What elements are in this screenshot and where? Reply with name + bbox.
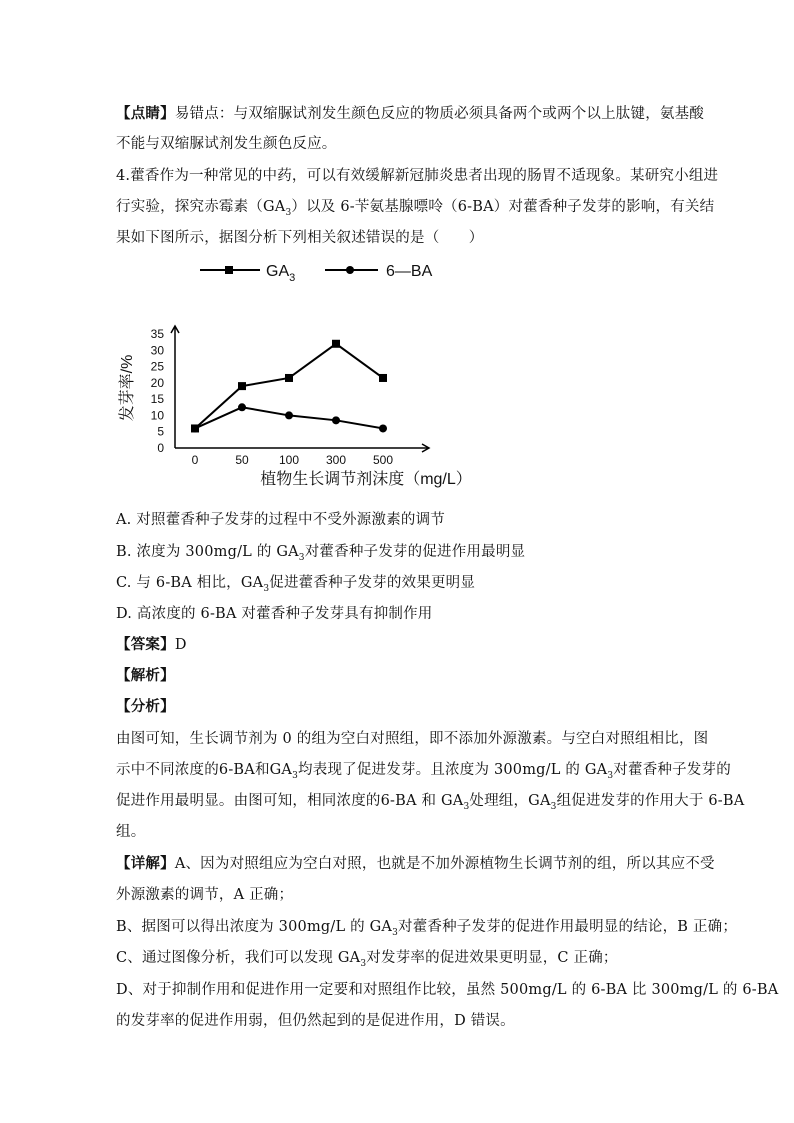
option-b-sub: 3 [298, 552, 305, 563]
xiangjie-d2: 的发芽率的促进作用弱，但仍然起到的是促进作用，D 错误。 [116, 1013, 515, 1029]
note-line-1 [116, 102, 704, 123]
fenxi-3a: 促进作用最明显。由图可知，相同浓度的6-BA 和 GA [116, 793, 464, 809]
xiangjie-a1-text: A、因为对照组应为空白对照，也就是不加外源植物生长调节剂的组，所以其应不受 [174, 856, 715, 872]
question-line-2a: 行实验，探究赤霉素（GA [116, 199, 286, 215]
option-a: A. 对照藿香种子发芽的过程中不受外源激素的调节 [116, 512, 445, 528]
xiangjie-c-pre: C、通过图像分析，我们可以发现 GA [116, 950, 361, 966]
fenxi-2-sub2: 3 [607, 770, 614, 781]
legend-ga3-label: $GA_3$ [266, 263, 296, 284]
y-tick-label: 5 [157, 424, 164, 439]
x-tick-label: 300 [325, 453, 347, 467]
fenxi-3-sub: 3 [463, 801, 470, 812]
fenxi-text-4: 组。 [116, 824, 146, 840]
x-axis-label: 植物生长调节剂沫度（mg/L） [260, 471, 472, 488]
fenxi-2-sub: 3 [292, 770, 299, 781]
question-line-3: 果如下图所示，据图分析下列相关叙述错误的是（ ） [116, 230, 484, 246]
legend-ba-label: 6—BA [386, 263, 433, 280]
xiangjie-c-post: 对发芽率的促进效果更明显，C 正确； [366, 950, 618, 966]
x-tick-label: 100 [278, 453, 300, 467]
y-tick-label: 35 [150, 327, 164, 341]
note-tag: 【点睛】 [116, 106, 175, 122]
xiangjie-tag: 【详解】 [116, 856, 175, 872]
ga3-sub: 3 [285, 207, 292, 218]
y-tick-label: 15 [150, 392, 164, 407]
data-point-6ba [332, 416, 340, 424]
data-point-6ba [238, 403, 246, 411]
option-c-post: 促进藿香种子发芽的效果更明显 [269, 575, 476, 591]
option-c-pre: C. 与 6-BA 相比，GA [116, 575, 264, 591]
fenxi-line [116, 695, 175, 716]
y-tick-label: 10 [150, 408, 164, 423]
answer-tag: 【答案】 [116, 637, 175, 653]
data-point-6ba [379, 424, 387, 432]
data-point-6ba [191, 424, 199, 432]
y-tick-label: 30 [150, 343, 164, 358]
xiangjie-d1: D、对于抑制作用和促进作用一定要和对照组作比较，虽然 500mg/L 的 6-BA 比 300mg/L 的 6-BA [116, 982, 779, 998]
fenxi-2b: 均表现了促进发芽。且浓度为 300mg/L 的 GA [298, 762, 608, 778]
fenxi-2a: 示中不同浓度的6-BA和GA [116, 762, 293, 778]
question-line-2b: ）以及 6-苄氨基腺嘌呤（6-BA）对藿香种子发芽的影响，有关结 [291, 199, 715, 215]
question-line-2 [116, 195, 714, 218]
note-line-2: 不能与双缩脲试剂发生颜色反应。 [116, 136, 337, 152]
fenxi-text-2 [116, 758, 731, 781]
y-tick-label: 20 [150, 375, 164, 390]
answer-line [116, 633, 187, 654]
data-point-ga3 [332, 340, 340, 348]
legend-ga3-marker [225, 266, 233, 274]
y-axis-label: 发芽率/% [119, 354, 136, 422]
fenxi-3-sub2: 3 [550, 801, 557, 812]
chart-legend [200, 263, 433, 284]
xiangjie-b-sub: 3 [392, 927, 398, 938]
data-point-ga3 [238, 382, 246, 390]
xiangjie-b [116, 915, 737, 938]
option-d: D. 高浓度的 6-BA 对藿香种子发芽具有抑制作用 [116, 606, 433, 622]
fenxi-text-3 [116, 789, 744, 812]
option-c-sub: 3 [263, 583, 270, 594]
option-c [116, 571, 475, 594]
option-b-post: 对藿香种子发芽的促进作用最明显 [304, 544, 526, 560]
fenxi-2c: 对藿香种子发芽的 [613, 762, 731, 778]
data-point-ga3 [379, 374, 387, 382]
x-tick-label: 0 [191, 453, 199, 467]
y-tick-label: 0 [157, 441, 164, 455]
xiangjie-a2: 外源激素的调节，A 正确； [116, 887, 294, 903]
jiexi-line [116, 664, 175, 685]
fenxi-text-1: 由图可知，生长调节剂为 0 的组为空白对照组，即不添加外源激素。与空白对照组相比，图 [116, 731, 709, 747]
fenxi-3b: 处理组，GA [469, 793, 551, 809]
fenxi-3c: 组促进发芽的作用大于 6-BA [556, 793, 745, 809]
y-tick-label: 25 [150, 359, 164, 374]
data-point-ga3 [285, 374, 293, 382]
x-tick-label: 50 [235, 453, 249, 467]
question-line-1: 4.藿香作为一种常见的中药，可以有效缓解新冠肺炎患者出现的肠胃不适现象。某研究小组进 [116, 168, 719, 184]
jiexi-tag: 【解析】 [116, 668, 175, 684]
answer-value: D [174, 637, 187, 653]
data-point-6ba [285, 411, 293, 419]
option-b-pre: B. 浓度为 300mg/L 的 GA [116, 544, 299, 560]
fenxi-tag: 【分析】 [116, 699, 175, 715]
germination-chart [110, 252, 510, 492]
option-b [116, 540, 525, 563]
note-text-1: 易错点：与双缩脲试剂发生颜色反应的物质必须具备两个或两个以上肽键，氨基酸 [174, 106, 705, 122]
xiangjie-c [116, 946, 618, 969]
xiangjie-b-post: 对藿香种子发芽的促进作用最明显的结论，B 正确； [398, 919, 738, 935]
legend-ba-marker [346, 266, 354, 274]
xiangjie-a1 [116, 852, 715, 873]
xiangjie-c-sub: 3 [360, 958, 367, 969]
xiangjie-b-pre: B、据图可以得出浓度为 300mg/L 的 GA [116, 919, 393, 935]
x-tick-label: 500 [372, 453, 394, 467]
